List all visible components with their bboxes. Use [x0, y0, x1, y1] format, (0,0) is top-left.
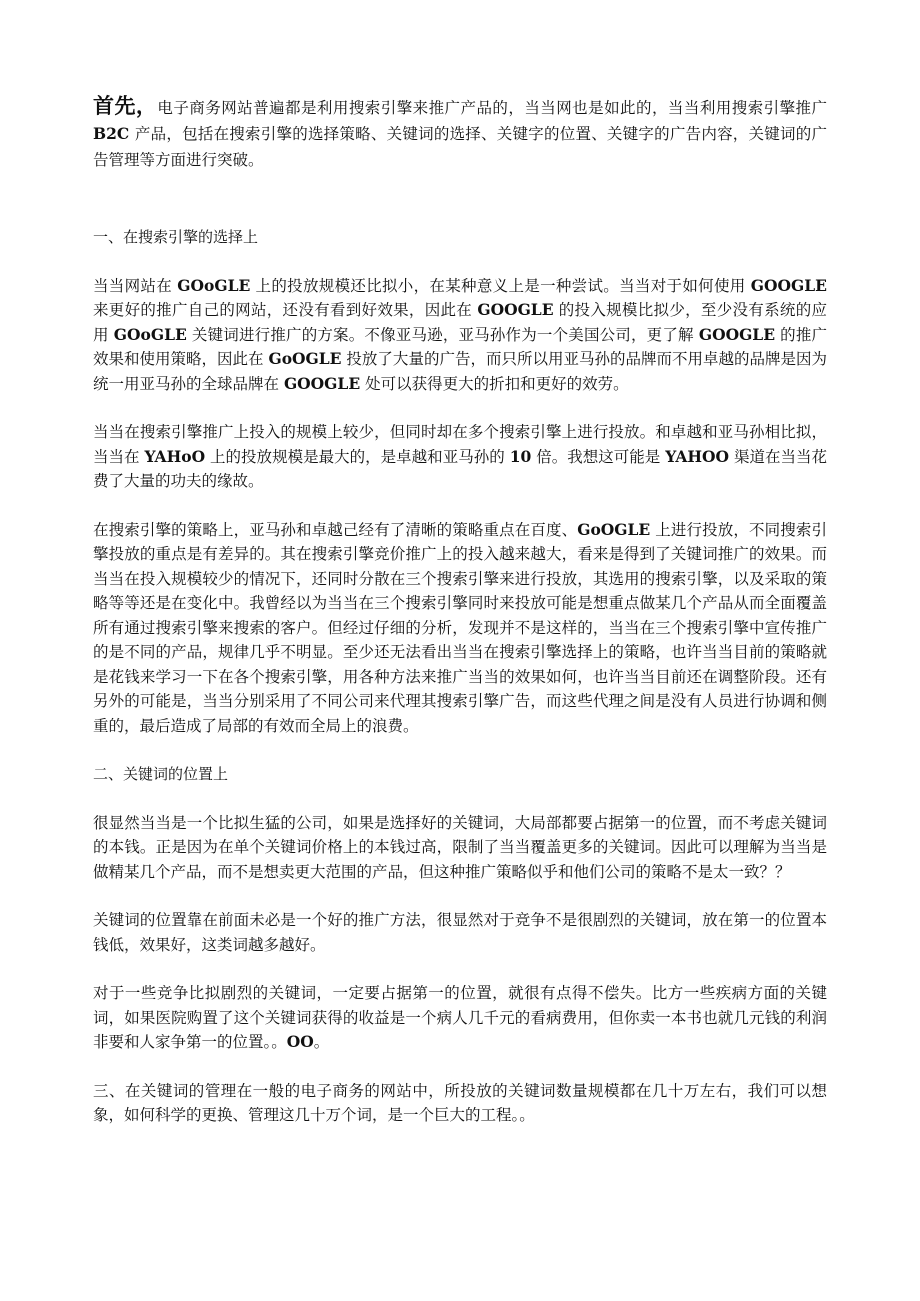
intro-text: 电子商务网站普遍都是利用搜索引擎来推广产品的，当当网也是如此的，当当利用搜索引擎推广: [157, 99, 828, 117]
text: 上的投放规模还比拟小，在某种意义上是一种尝试。当当对于如何使用: [250, 276, 751, 295]
text: 渠道在当当花费了大量的功夫的缘故。: [93, 447, 827, 490]
section2-paragraph-3: [93, 981, 827, 1055]
bold-text: GOoGLE: [113, 324, 187, 344]
intro-paragraph: [93, 93, 827, 173]
spacer: [93, 250, 827, 274]
spacer: [93, 173, 827, 225]
text: 来更好的推广自己的网站，还没有看到好效果，因此在: [93, 301, 478, 319]
bold-text: GOOGLE: [698, 324, 776, 344]
spacer: [93, 396, 827, 420]
section1-paragraph-2: [93, 420, 827, 494]
text: 当当在搜索引擎推广上投入的规模上较少，但同时却在多个搜索引擎上进行投放。和卓越和亚马孙相比拟，当当在: [93, 423, 827, 466]
section2-paragraph-1: 很显然当当是一个比拟生猛的公司，如果是选择好的关键词，大局部都要占据第一的位置，而不考虑关键词的本钱。正是因为在单个关键词价格上的本钱过高，限制了当当覆盖更多的关键词。因此可以理解为当当是做精某几个产品，而不是想卖更大范围的产品，但这种推广策略似乎和他们公司的策略不是太一致？？: [93, 813, 827, 881]
section2-paragraph-2: 关键词的位置靠在前面未必是一个好的推广方法，很显然对于竞争不是很剧烈的关键词，放在第一的位置本钱低，效果好，这类词越多越好。: [93, 911, 827, 954]
spacer: [93, 957, 827, 981]
intro-bold: B2C: [93, 124, 135, 143]
bold-text: YAHOO: [665, 446, 729, 466]
section1-paragraph-1: [93, 274, 827, 397]
bold-text: OO: [286, 1032, 314, 1051]
text: 上进行投放，不同搜索引擎投放的重点是有差异的。其在搜索引擎竞价推广上的投入越来越大，看来是得到了关键词推广的效果。而当当在投入规模较少的情况下，还同时分散在三个搜索引擎来进行投放，其选用的搜索引擎，以及采取的策略等等还是在变化中。我曾经以为当当在三个搜索引擎同时来投放可能是想重点做某几个产品从而全面覆盖所有通过搜索引擎来搜索的客户。但经过仔细的分析，发现并不是这样的，当当在三个搜索引擎中宣传推广的是不同的产品，规律几乎不明显。至少还无法看出当当在搜索引擎选择上的策略，也许当当目前的策略就是花钱来学习一下在各个搜索引擎，用各种方法来推广当当的效果如何，也许当当目前还在调整阶段。还有另外的可能是，当当分别采用了不同公司来代理其搜索引擎广告，而这些代理之间是没有人员进行协调和侧重的，最后造成了局部的有效而全局上的浪费。: [93, 520, 827, 735]
spacer: [93, 494, 827, 518]
spacer: [93, 1055, 827, 1079]
text: 投放了大量的广告，而只所以用亚马孙的品牌而不用卓越的品牌是因为统一用亚马孙的全球品牌在: [93, 350, 827, 393]
text: 处可以获得更大的折扣和更好的效劳。: [360, 374, 629, 393]
section3-paragraph: 三、在关键词的管理在一般的电子商务的网站中，所投放的关键词数量规模都在几十万左右，我们可以想象，如何科学的更换、管理这几十万个词，是一个巨大的工程。。: [93, 1081, 827, 1124]
text: 的推广效果和使用策略，因此在: [93, 325, 827, 368]
text: 上的投放规模是最大的，是卓越和亚马孙的: [205, 447, 510, 466]
spacer: [93, 738, 827, 762]
bold-text: GOOGLE: [283, 373, 361, 393]
bold-text: GoOGLE: [577, 519, 651, 539]
section1-heading: 一、在搜索引擎的选择上: [93, 228, 259, 246]
text: 。: [313, 1033, 330, 1051]
text: 当当网站在: [93, 276, 178, 295]
bold-text: GOOGLE: [750, 275, 827, 295]
bold-text: GOOGLE: [477, 300, 554, 319]
document-page: [93, 93, 827, 1128]
intro-lead: 首先，: [93, 94, 158, 118]
spacer: [93, 787, 827, 811]
text: 在搜索引擎的策略上，亚马孙和卓越己经有了清晰的策略重点在百度、: [93, 520, 578, 539]
spacer: [93, 884, 827, 908]
bold-text: GOoGLE: [177, 275, 251, 295]
text: 的投入规模比拟少，至少没有系统的应用: [93, 301, 827, 344]
section2-heading: 二、关键词的位置上: [93, 765, 229, 783]
bold-text: 10: [509, 446, 532, 466]
section1-paragraph-3: [93, 518, 827, 739]
text: 倍。我想这可能是: [531, 447, 666, 466]
text: 关键词进行推广的方案。不像亚马逊，亚马孙作为一个美国公司，更了解: [186, 325, 699, 344]
bold-text: GoOGLE: [268, 349, 342, 368]
intro-text: 产品，包括在搜索引擎的选择策略、关键词的选择、关键字的位置、关键字的广告内容，关键词的广告管理等方面进行突破。: [93, 125, 827, 169]
text: 对于一些竞争比拟剧烈的关键词，一定要占据第一的位置，就很有点得不偿失。比方一些疾病方面的关键词，如果医院购置了这个关键词获得的收益是一个病人几千元的看病费用，但你卖一本书也就几元钱的利润非要和人家争第一的位置。。: [93, 984, 827, 1051]
bold-text: YAHoO: [144, 446, 206, 466]
